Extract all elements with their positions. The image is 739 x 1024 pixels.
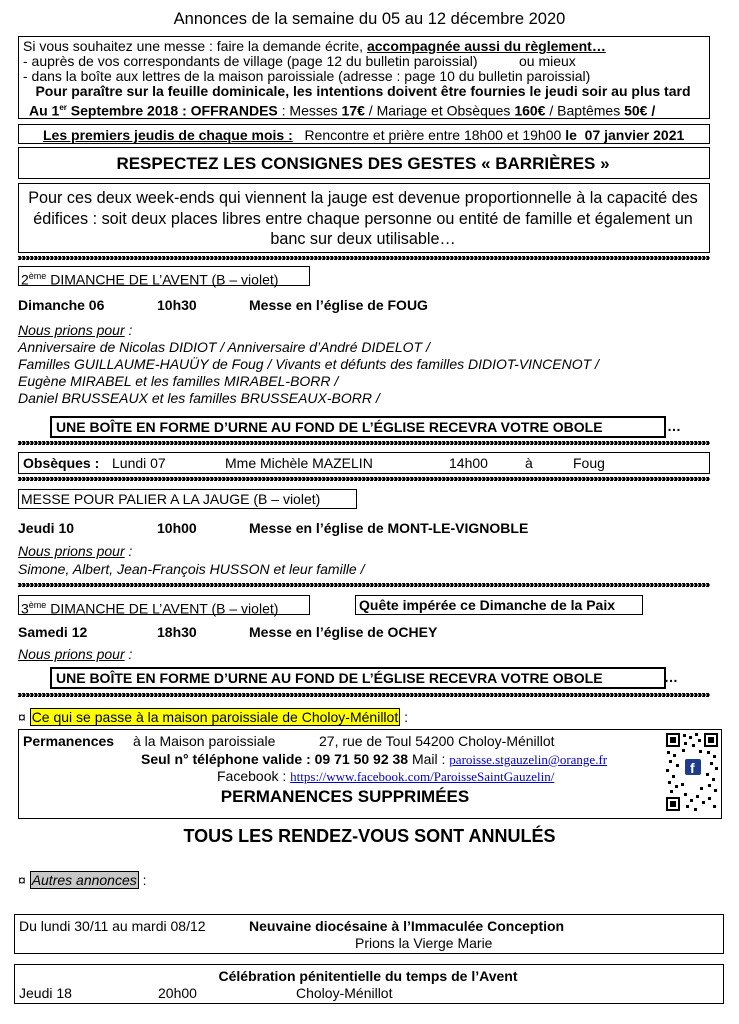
banner-box	[18, 147, 710, 179]
offrandes-messes-price: 17€	[341, 102, 365, 119]
separator	[18, 477, 710, 481]
mass-3-day: Samedi 12	[18, 624, 88, 640]
phone-label: Seul n° téléphone valide :	[141, 751, 311, 767]
permanences-line	[23, 733, 555, 750]
offrandes-bapteme-label: / Baptêmes	[545, 102, 625, 119]
autres-colon: :	[138, 872, 147, 888]
offrandes-mariage-label: / Mariage et Obsèques	[364, 102, 515, 119]
permanences-address: 27, rue de Toul 54200 Choloy-Ménillot	[319, 733, 555, 749]
mass-3-prions	[18, 646, 132, 663]
sunday-2-text: DIMANCHE DE L’AVENT (B – violet)	[46, 271, 279, 288]
mail-label: Mail :	[408, 751, 450, 767]
intro-line-2-alt: ou mieux	[519, 53, 576, 69]
permanences-where: à la Maison paroissiale	[133, 733, 276, 749]
jeudis-line	[43, 127, 684, 144]
celebration-time: 20h00	[158, 985, 197, 1001]
obseques-time: 14h00	[449, 455, 488, 471]
neuvaine-sub: Prions la Vierge Marie	[355, 935, 493, 951]
sunday-3-box	[18, 595, 310, 615]
intro-line-3: - dans la boîte aux lettres de la maison paroissiale (adresse : page 10 du bulletin paroissial)	[23, 68, 591, 84]
bullet: ¤	[18, 709, 26, 725]
palier-box	[18, 489, 357, 509]
mass-3-prions-label: Nous prions pour	[18, 646, 125, 662]
celebration-day: Jeudi 18	[19, 985, 72, 1001]
mass-1-intention: Anniversaire de Nicolas DIDIOT / Anniversaire d’André DIDELOT /	[18, 339, 430, 355]
mass-1-intention: Eugène MIRABEL et les familles MIRABEL-BORR /	[18, 373, 339, 389]
urne-2-box	[50, 667, 666, 689]
mass-1-intention: Daniel BRUSSEAUX et les familles BRUSSEAUX-BORR /	[18, 390, 380, 406]
mass-2-prions-colon: :	[124, 543, 133, 559]
obseques-place: Foug	[573, 455, 605, 471]
urne-1-dots: …	[667, 418, 681, 434]
mass-1-prions-label: Nous prions pour	[18, 322, 125, 338]
mass-1-place: Messe en l’église de FOUG	[249, 297, 428, 313]
facebook-label: Facebook :	[217, 768, 291, 784]
mass-2-place: Messe en l’église de MONT-LE-VIGNOBLE	[249, 520, 529, 536]
autres-line	[18, 872, 147, 889]
mass-3-time: 18h30	[157, 624, 197, 640]
bullet: ¤	[18, 872, 26, 888]
phone-number: 09 71 50 92 38	[314, 751, 409, 767]
sunday-3-sup: ème	[28, 600, 47, 610]
jauge-text: Pour ces deux week-ends qui viennent la jauge est devenue proportionnelle à la capacité des édifices : soit deux places libres entre chaque personne ou entité de famille et également un banc sur deux utilisable…	[28, 189, 698, 248]
autres-label: Autres annonces	[31, 872, 137, 888]
obseques-box	[18, 452, 710, 474]
offrandes-line	[29, 99, 655, 120]
annules-text: TOUS LES RENDEZ-VOUS SONT ANNULÉS	[183, 826, 556, 846]
jeudis-text: Rencontre et prière entre 18h00 et 19h00	[304, 127, 562, 143]
mass-1-prions-colon: :	[124, 322, 133, 338]
mass-1-prions	[18, 322, 132, 339]
mass-3-place: Messe en l’église de OCHEY	[249, 624, 438, 640]
celebration-place: Choloy-Ménillot	[296, 985, 393, 1001]
mass-1-intention: Familles GUILLAUME-HAUÜY de Foug / Vivants et défunts des familles DIDIOT-VINCENOT /	[18, 356, 599, 372]
offrandes-label: Septembre 2018 : OFFRANDES	[66, 102, 278, 119]
urne-2-dots: …	[664, 669, 678, 685]
intro-line-1-text: Si vous souhaitez une messe : faire la demande écrite,	[23, 38, 367, 54]
mass-1-day: Dimanche 06	[18, 297, 105, 313]
urne-1-text: UNE BOÎTE EN FORME D’URNE AU FOND DE L’ÉGLISE RECEVRA VOTRE OBOLE	[56, 419, 603, 435]
qr-code	[666, 733, 718, 811]
sunday-2-sup: ème	[28, 271, 47, 281]
facebook-line	[217, 768, 554, 785]
offrandes-mariage-price: 160€	[514, 102, 546, 119]
intro-line-2-text: - auprès de vos correspondants de village (page 12 du bulletin paroissial)	[23, 53, 478, 69]
intro-line-4: Pour paraître sur la feuille dominicale, les intentions doivent être fournies le jeudi soir au plus tard	[35, 83, 691, 99]
jeudis-box	[18, 124, 710, 144]
mass-1-time: 10h30	[157, 297, 197, 313]
offrandes-messes-label: : Messes	[277, 102, 342, 119]
mass-2-time: 10h00	[157, 520, 197, 536]
obseques-day: Lundi 07	[112, 455, 166, 471]
urne-2-text: UNE BOÎTE EN FORME D’URNE AU FOND DE L’ÉGLISE RECEVRA VOTRE OBOLE	[56, 670, 603, 686]
mass-2-prions-label: Nous prions pour	[18, 543, 125, 559]
celebration-title: Célébration pénitentielle du temps de l’Avent	[218, 968, 518, 984]
jeudis-le: le	[565, 127, 577, 143]
permanences-label: Permanences	[23, 733, 115, 749]
facebook-link[interactable]: https://www.facebook.com/ParoisseSaintGauzelin/	[290, 769, 555, 784]
mass-2-day: Jeudi 10	[18, 520, 75, 536]
sunday-3-ordinal: 3	[21, 600, 29, 617]
mail-link[interactable]: paroisse.stgauzelin@orange.fr	[449, 752, 608, 767]
separator	[18, 583, 710, 587]
sunday-2-ordinal: 2	[21, 271, 29, 288]
offrandes-au: Au 1	[29, 102, 60, 119]
sunday-3-text: DIMANCHE DE L’AVENT (B – violet)	[46, 600, 279, 617]
mass-3-prions-colon: :	[124, 646, 133, 662]
neuvaine-title: Neuvaine diocésaine à l’Immaculée Conception	[249, 918, 565, 934]
neuvaine-dates: Du lundi 30/11 au mardi 08/12	[19, 918, 206, 934]
mass-2-intention: Simone, Albert, Jean-François HUSSON et leur famille /	[18, 561, 365, 577]
permanences-supprimees: PERMANENCES SUPPRIMÉES	[220, 787, 470, 806]
intro-box	[18, 36, 710, 119]
offrandes-sup: er	[59, 103, 67, 112]
jeudis-label: Les premiers jeudis de chaque mois :	[43, 127, 293, 143]
maison-colon: :	[400, 709, 408, 725]
quete-box	[355, 595, 643, 615]
sunday-2-box	[18, 266, 310, 286]
offrandes-bapteme-price: 50€	[624, 102, 648, 119]
separator	[18, 441, 710, 445]
sunday-2-label	[21, 268, 278, 289]
obseques-name: Mme Michèle MAZELIN	[225, 455, 373, 471]
celebration-box	[14, 964, 724, 1004]
maison-label: Ce qui se passe à la maison paroissiale de Choloy-Ménillot	[31, 709, 399, 725]
phone-line	[141, 751, 607, 768]
jauge-box	[18, 183, 710, 253]
obseques-label: Obsèques :	[23, 455, 100, 471]
maison-line	[18, 709, 408, 726]
separator	[18, 256, 710, 260]
offrandes-end: /	[647, 102, 656, 119]
page-title: Annonces de la semaine du 05 au 12 décembre 2020	[173, 10, 566, 28]
neuvaine-box	[14, 914, 724, 954]
palier-text: MESSE POUR PALIER A LA JAUGE (B – violet)	[21, 491, 321, 507]
svg-text:f: f	[690, 760, 695, 776]
obseques-a: à	[525, 455, 533, 471]
intro-line-1-emphasis: accompagnée aussi du règlement…	[366, 38, 606, 54]
permanences-box	[18, 729, 722, 819]
banner-text: RESPECTEZ LES CONSIGNES DES GESTES « BARRIÈRES »	[116, 154, 610, 173]
mass-2-prions	[18, 543, 132, 560]
sunday-3-label	[21, 597, 278, 618]
jeudis-date: 07 janvier 2021	[584, 127, 685, 143]
separator	[18, 693, 710, 697]
quete-text: Quête impérée ce Dimanche de la Paix	[359, 597, 616, 613]
urne-1-box	[50, 416, 666, 438]
